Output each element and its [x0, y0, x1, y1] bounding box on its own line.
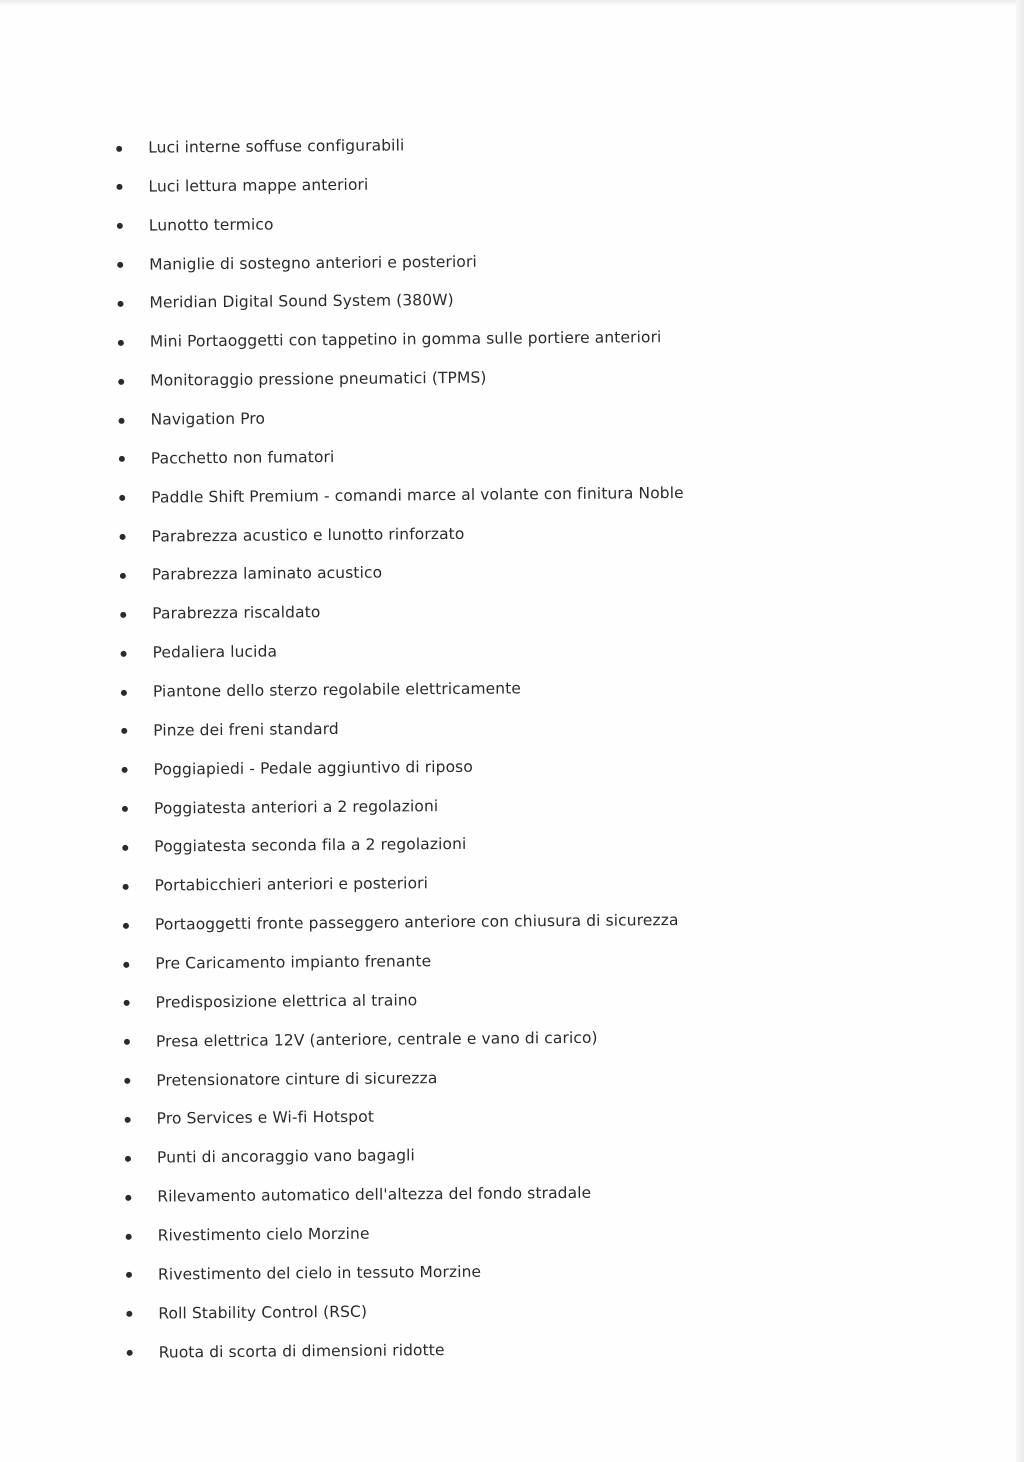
scan-right-edge: [1016, 0, 1024, 1462]
list-item-text: Luci lettura mappe anteriori: [148, 175, 369, 196]
bullet-icon: [126, 1272, 132, 1278]
list-item-text: Piantone dello sterzo regolabile elettricamente: [152, 679, 522, 701]
list-item: [107, 513, 684, 557]
list-item-text: Pre Caricamento impianto frenante: [155, 952, 432, 973]
list-item-text: Punti di ancoraggio vano bagagli: [156, 1146, 415, 1167]
list-item: [108, 551, 685, 595]
list-item-text: Meridian Digital Sound System (380W): [149, 291, 454, 313]
bullet-icon: [124, 1039, 130, 1045]
bullet-icon: [121, 728, 127, 734]
list-item: [112, 1057, 689, 1101]
list-item-text: Poggiatesta anteriori a 2 regolazioni: [153, 796, 439, 818]
bullet-icon: [120, 612, 126, 618]
list-item: [105, 202, 682, 246]
feature-list: [104, 124, 691, 1372]
bullet-icon: [126, 1311, 132, 1317]
list-item-text: Pretensionatore cinture di sicurezza: [156, 1068, 438, 1090]
list-item: [109, 707, 686, 751]
list-item: [110, 862, 687, 906]
list-item-text: Poggiapiedi - Pedale aggiuntivo di riposo: [153, 757, 473, 779]
list-item-text: Rivestimento del cielo in tessuto Morzine: [157, 1262, 482, 1284]
list-item: [112, 1018, 689, 1062]
list-item: [107, 435, 684, 479]
list-item: [113, 1212, 690, 1256]
bullet-icon: [124, 1078, 130, 1084]
list-item: [105, 279, 682, 323]
list-item: [110, 785, 687, 829]
list-item: [104, 163, 681, 207]
bullet-icon: [121, 650, 127, 656]
bullet-icon: [120, 573, 126, 579]
bullet-icon: [116, 145, 122, 151]
bullet-icon: [119, 417, 125, 423]
list-item-text: Ruota di scorta di dimensioni ridotte: [158, 1340, 445, 1362]
list-item: [109, 746, 686, 790]
bullet-icon: [118, 340, 124, 346]
list-item-text: Pro Services e Wi-fi Hotspot: [156, 1108, 375, 1129]
list-item: [108, 629, 685, 673]
scan-top-edge: [0, 0, 1024, 6]
list-item-text: Presa elettrica 12V (anteriore, centrale e vano di carico): [155, 1028, 598, 1051]
list-item: [112, 1095, 689, 1139]
list-item-text: Maniglie di sostegno anteriori e posteriori: [149, 252, 477, 274]
list-item-text: Pacchetto non fumatori: [150, 447, 335, 468]
list-item-text: Pedaliera lucida: [152, 642, 278, 662]
bullet-icon: [123, 923, 129, 929]
list-item: [109, 668, 686, 712]
list-item-text: Poggiatesta seconda fila a 2 regolazioni: [154, 835, 467, 857]
bullet-icon: [125, 1117, 131, 1123]
bullet-icon: [123, 961, 129, 967]
list-item: [106, 396, 683, 440]
bullet-icon: [119, 456, 125, 462]
list-item-text: Paddle Shift Premium - comandi marce al volante con finitura Noble: [151, 483, 684, 507]
list-item-text: Portaoggetti fronte passeggero anteriore con chiusura di sicurezza: [154, 911, 679, 934]
bullet-icon: [124, 1000, 130, 1006]
bullet-icon: [120, 534, 126, 540]
list-item: [107, 474, 684, 518]
list-item: [105, 241, 682, 285]
bullet-icon: [125, 1195, 131, 1201]
bullet-icon: [122, 767, 128, 773]
list-item-text: Mini Portaoggetti con tappetino in gomma sulle portiere anteriori: [149, 328, 662, 351]
list-item-text: Rilevamento automatico dell'altezza del fondo stradale: [157, 1183, 592, 1206]
list-item-text: Parabrezza laminato acustico: [151, 564, 383, 585]
list-item-text: Parabrezza acustico e lunotto rinforzato: [151, 524, 465, 546]
list-item-text: Portabicchieri anteriori e posteriori: [154, 874, 429, 895]
list-item: [113, 1173, 690, 1217]
list-item: [113, 1134, 690, 1178]
list-item-text: Navigation Pro: [150, 409, 266, 429]
list-item-text: Predisposizione elettrica al traino: [155, 991, 418, 1012]
bullet-icon: [126, 1233, 132, 1239]
bullet-icon: [117, 301, 123, 307]
list-item: [115, 1329, 692, 1373]
list-item: [106, 318, 683, 362]
list-item-text: Luci interne soffuse configurabili: [148, 136, 405, 157]
bullet-icon: [122, 845, 128, 851]
bullet-icon: [118, 378, 124, 384]
bullet-icon: [119, 495, 125, 501]
list-item: [114, 1251, 691, 1295]
bullet-icon: [123, 884, 129, 890]
list-item: [111, 979, 688, 1023]
list-item-text: Monitoraggio pressione pneumatici (TPMS): [150, 368, 487, 390]
bullet-icon: [127, 1350, 133, 1356]
list-item-text: Rivestimento cielo Morzine: [157, 1224, 370, 1245]
list-item-text: Parabrezza riscaldato: [152, 603, 321, 623]
bullet-icon: [117, 223, 123, 229]
bullet-icon: [122, 806, 128, 812]
list-item: [108, 590, 685, 634]
list-item-text: Lunotto termico: [148, 215, 274, 235]
bullet-icon: [121, 689, 127, 695]
list-item: [106, 357, 683, 401]
list-item: [110, 823, 687, 867]
list-item: [111, 901, 688, 945]
list-item-text: Roll Stability Control (RSC): [158, 1302, 368, 1323]
list-item: [111, 940, 688, 984]
list-item: [114, 1290, 691, 1334]
list-item-text: Pinze dei freni standard: [153, 719, 339, 740]
bullet-icon: [117, 262, 123, 268]
list-item: [104, 124, 681, 168]
bullet-icon: [125, 1156, 131, 1162]
bullet-icon: [116, 184, 122, 190]
